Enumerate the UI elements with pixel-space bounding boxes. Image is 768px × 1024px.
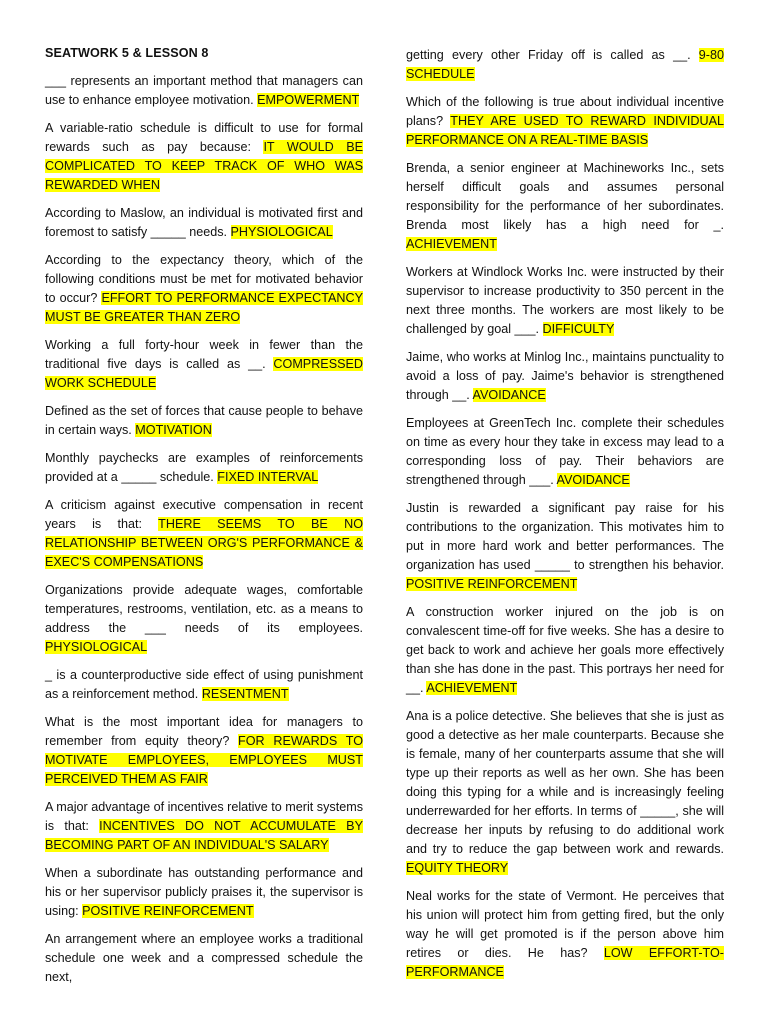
answer-highlight: ACHIEVEMENT bbox=[426, 681, 518, 695]
question-text: _ is a counterproductive side effect of using punishment as a reinforcement method. bbox=[45, 668, 363, 701]
answer-highlight: POSITIVE REINFORCEMENT bbox=[406, 577, 578, 591]
question-text: An arrangement where an employee works a traditional schedule one week and a compressed schedule the next, bbox=[45, 932, 363, 984]
question-text: Organizations provide adequate wages, comfortable temperatures, restrooms, ventilation, etc. as a means to address the ___ needs of its employees. bbox=[45, 583, 363, 635]
question-item bbox=[406, 159, 724, 254]
answer-highlight: DIFFICULTY bbox=[542, 322, 615, 336]
answer-highlight: EMPOWERMENT bbox=[257, 93, 360, 107]
question-item bbox=[45, 449, 363, 487]
answer-highlight: INCENTIVES DO NOT ACCUMULATE BY BECOMING PART OF AN INDIVIDUAL'S SALARY bbox=[45, 819, 363, 852]
question-text: When a subordinate has outstanding performance and his or her supervisor publicly praises it, the supervisor is using: bbox=[45, 866, 363, 918]
answer-highlight: PHYSIOLOGICAL bbox=[230, 225, 333, 239]
answer-highlight: RESENTMENT bbox=[201, 687, 289, 701]
question-text: Ana is a police detective. She believes that she is just as good a detective as her male counterparts. Because she is female, many of her counterparts assume that she will type up their reports as well as her own. She has been doing this typing for a while and is increasingly feeling underrewarded for her efforts. In terms of _____, she will decrease her inputs by refusing to do additional work and try to reduce the gap between work and rewards. bbox=[406, 709, 724, 856]
question-item bbox=[406, 414, 724, 490]
question-text: Employees at GreenTech Inc. complete their schedules on time as every hour they take in excess may lead to a corresponding loss of pay. Their behaviors are strengthened through ___. bbox=[406, 416, 724, 487]
answer-highlight: THERE SEEMS TO BE NO RELATIONSHIP BETWEEN ORG'S PERFORMANCE & EXEC'S COMPENSATIONS bbox=[45, 517, 363, 569]
question-item bbox=[45, 930, 363, 987]
question-text: According to Maslow, an individual is motivated first and foremost to satisfy _____ needs. bbox=[45, 206, 363, 239]
right-column bbox=[406, 46, 724, 991]
answer-highlight: ACHIEVEMENT bbox=[406, 237, 497, 251]
answer-highlight: EQUITY THEORY bbox=[406, 861, 509, 875]
question-item bbox=[45, 581, 363, 657]
answer-highlight: AVOIDANCE bbox=[472, 388, 546, 402]
question-item bbox=[45, 666, 363, 704]
question-text: Defined as the set of forces that cause people to behave in certain ways. bbox=[45, 404, 363, 437]
question-item bbox=[45, 119, 363, 195]
question-item bbox=[406, 46, 724, 84]
question-item bbox=[45, 496, 363, 572]
answer-highlight: FIXED INTERVAL bbox=[217, 470, 319, 484]
question-item bbox=[406, 707, 724, 878]
question-text: A variable-ratio schedule is difficult to use for formal rewards such as pay because: bbox=[45, 121, 363, 154]
question-text: Which of the following is true about individual incentive plans? bbox=[406, 95, 724, 128]
question-item bbox=[45, 72, 363, 110]
question-text: Neal works for the state of Vermont. He perceives that his union will protect him from getting fired, but the only way he will get promoted is if the person above him retires or dies. He has? bbox=[406, 889, 724, 960]
question-item bbox=[45, 798, 363, 855]
answer-highlight: THEY ARE USED TO REWARD INDIVIDUAL PERFORMANCE ON A REAL-TIME BASIS bbox=[406, 114, 724, 147]
left-question-list bbox=[45, 72, 363, 987]
question-item bbox=[45, 713, 363, 789]
question-item bbox=[406, 93, 724, 150]
question-text: Brenda, a senior engineer at Machineworks Inc., sets herself difficult goals and assumes personal responsibility for the performance of her subordinates. Brenda most likely has a high need for _. bbox=[406, 161, 724, 232]
question-text: Workers at Windlock Works Inc. were instructed by their supervisor to increase productivity to 350 percent in the next three months. The workers are most likely to be challenged by goal ___. bbox=[406, 265, 724, 336]
question-item bbox=[45, 864, 363, 921]
left-column bbox=[45, 44, 363, 996]
answer-highlight: LOW EFFORT-TO-PERFORMANCE bbox=[406, 946, 724, 979]
page-title: SEATWORK 5 & LESSON 8 bbox=[45, 46, 209, 60]
answer-highlight: AVOIDANCE bbox=[556, 473, 630, 487]
right-question-list bbox=[406, 46, 724, 982]
question-item bbox=[45, 204, 363, 242]
question-item bbox=[406, 887, 724, 982]
question-text: Jaime, who works at Minlog Inc., maintains punctuality to avoid a loss of pay. Jaime's behavior is strengthened through __. bbox=[406, 350, 724, 402]
question-text: getting every other Friday off is called as __. bbox=[406, 48, 699, 62]
question-text: Monthly paychecks are examples of reinforcements provided at a _____ schedule. bbox=[45, 451, 363, 484]
question-text: Working a full forty-hour week in fewer than the traditional five days is called as __. bbox=[45, 338, 363, 371]
question-text: A construction worker injured on the job is on convalescent time-off for five weeks. She has a desire to get back to work and achieve her goals more effectively than she has done in the past. This portrays her need for __. bbox=[406, 605, 724, 695]
question-item bbox=[45, 251, 363, 327]
question-text: A criticism against executive compensation in recent years is that: bbox=[45, 498, 363, 531]
question-item bbox=[406, 603, 724, 698]
answer-highlight: POSITIVE REINFORCEMENT bbox=[82, 904, 254, 918]
question-text: ___ represents an important method that managers can use to enhance employee motivation. bbox=[45, 74, 363, 107]
question-text: Justin is rewarded a significant pay raise for his contributions to the organization. This motivates him to put in more hard work and better performances. The organization has used _____ to strengthen his behavior. bbox=[406, 501, 724, 572]
answer-highlight: 9-80 SCHEDULE bbox=[406, 48, 724, 81]
question-item bbox=[406, 499, 724, 594]
question-text: According to the expectancy theory, which of the following conditions must be met for motivated behavior to occur? bbox=[45, 253, 363, 305]
question-item bbox=[45, 402, 363, 440]
answer-highlight: MOTIVATION bbox=[135, 423, 212, 437]
answer-highlight: COMPRESSED WORK SCHEDULE bbox=[45, 357, 363, 390]
answer-highlight: IT WOULD BE COMPLICATED TO KEEP TRACK OF WHO WAS REWARDED WHEN bbox=[45, 140, 364, 192]
question-item bbox=[406, 348, 724, 405]
answer-highlight: EFFORT TO PERFORMANCE EXPECTANCY MUST BE GREATER THAN ZERO bbox=[45, 291, 364, 324]
question-text: A major advantage of incentives relative to merit systems is that: bbox=[45, 800, 363, 833]
answer-highlight: FOR REWARDS TO MOTIVATE EMPLOYEES, EMPLOYEES MUST PERCEIVED THEM AS FAIR bbox=[45, 734, 363, 786]
answer-highlight: PHYSIOLOGICAL bbox=[45, 640, 148, 654]
question-text: What is the most important idea for managers to remember from equity theory? bbox=[45, 715, 363, 748]
question-item bbox=[45, 336, 363, 393]
question-item bbox=[406, 263, 724, 339]
